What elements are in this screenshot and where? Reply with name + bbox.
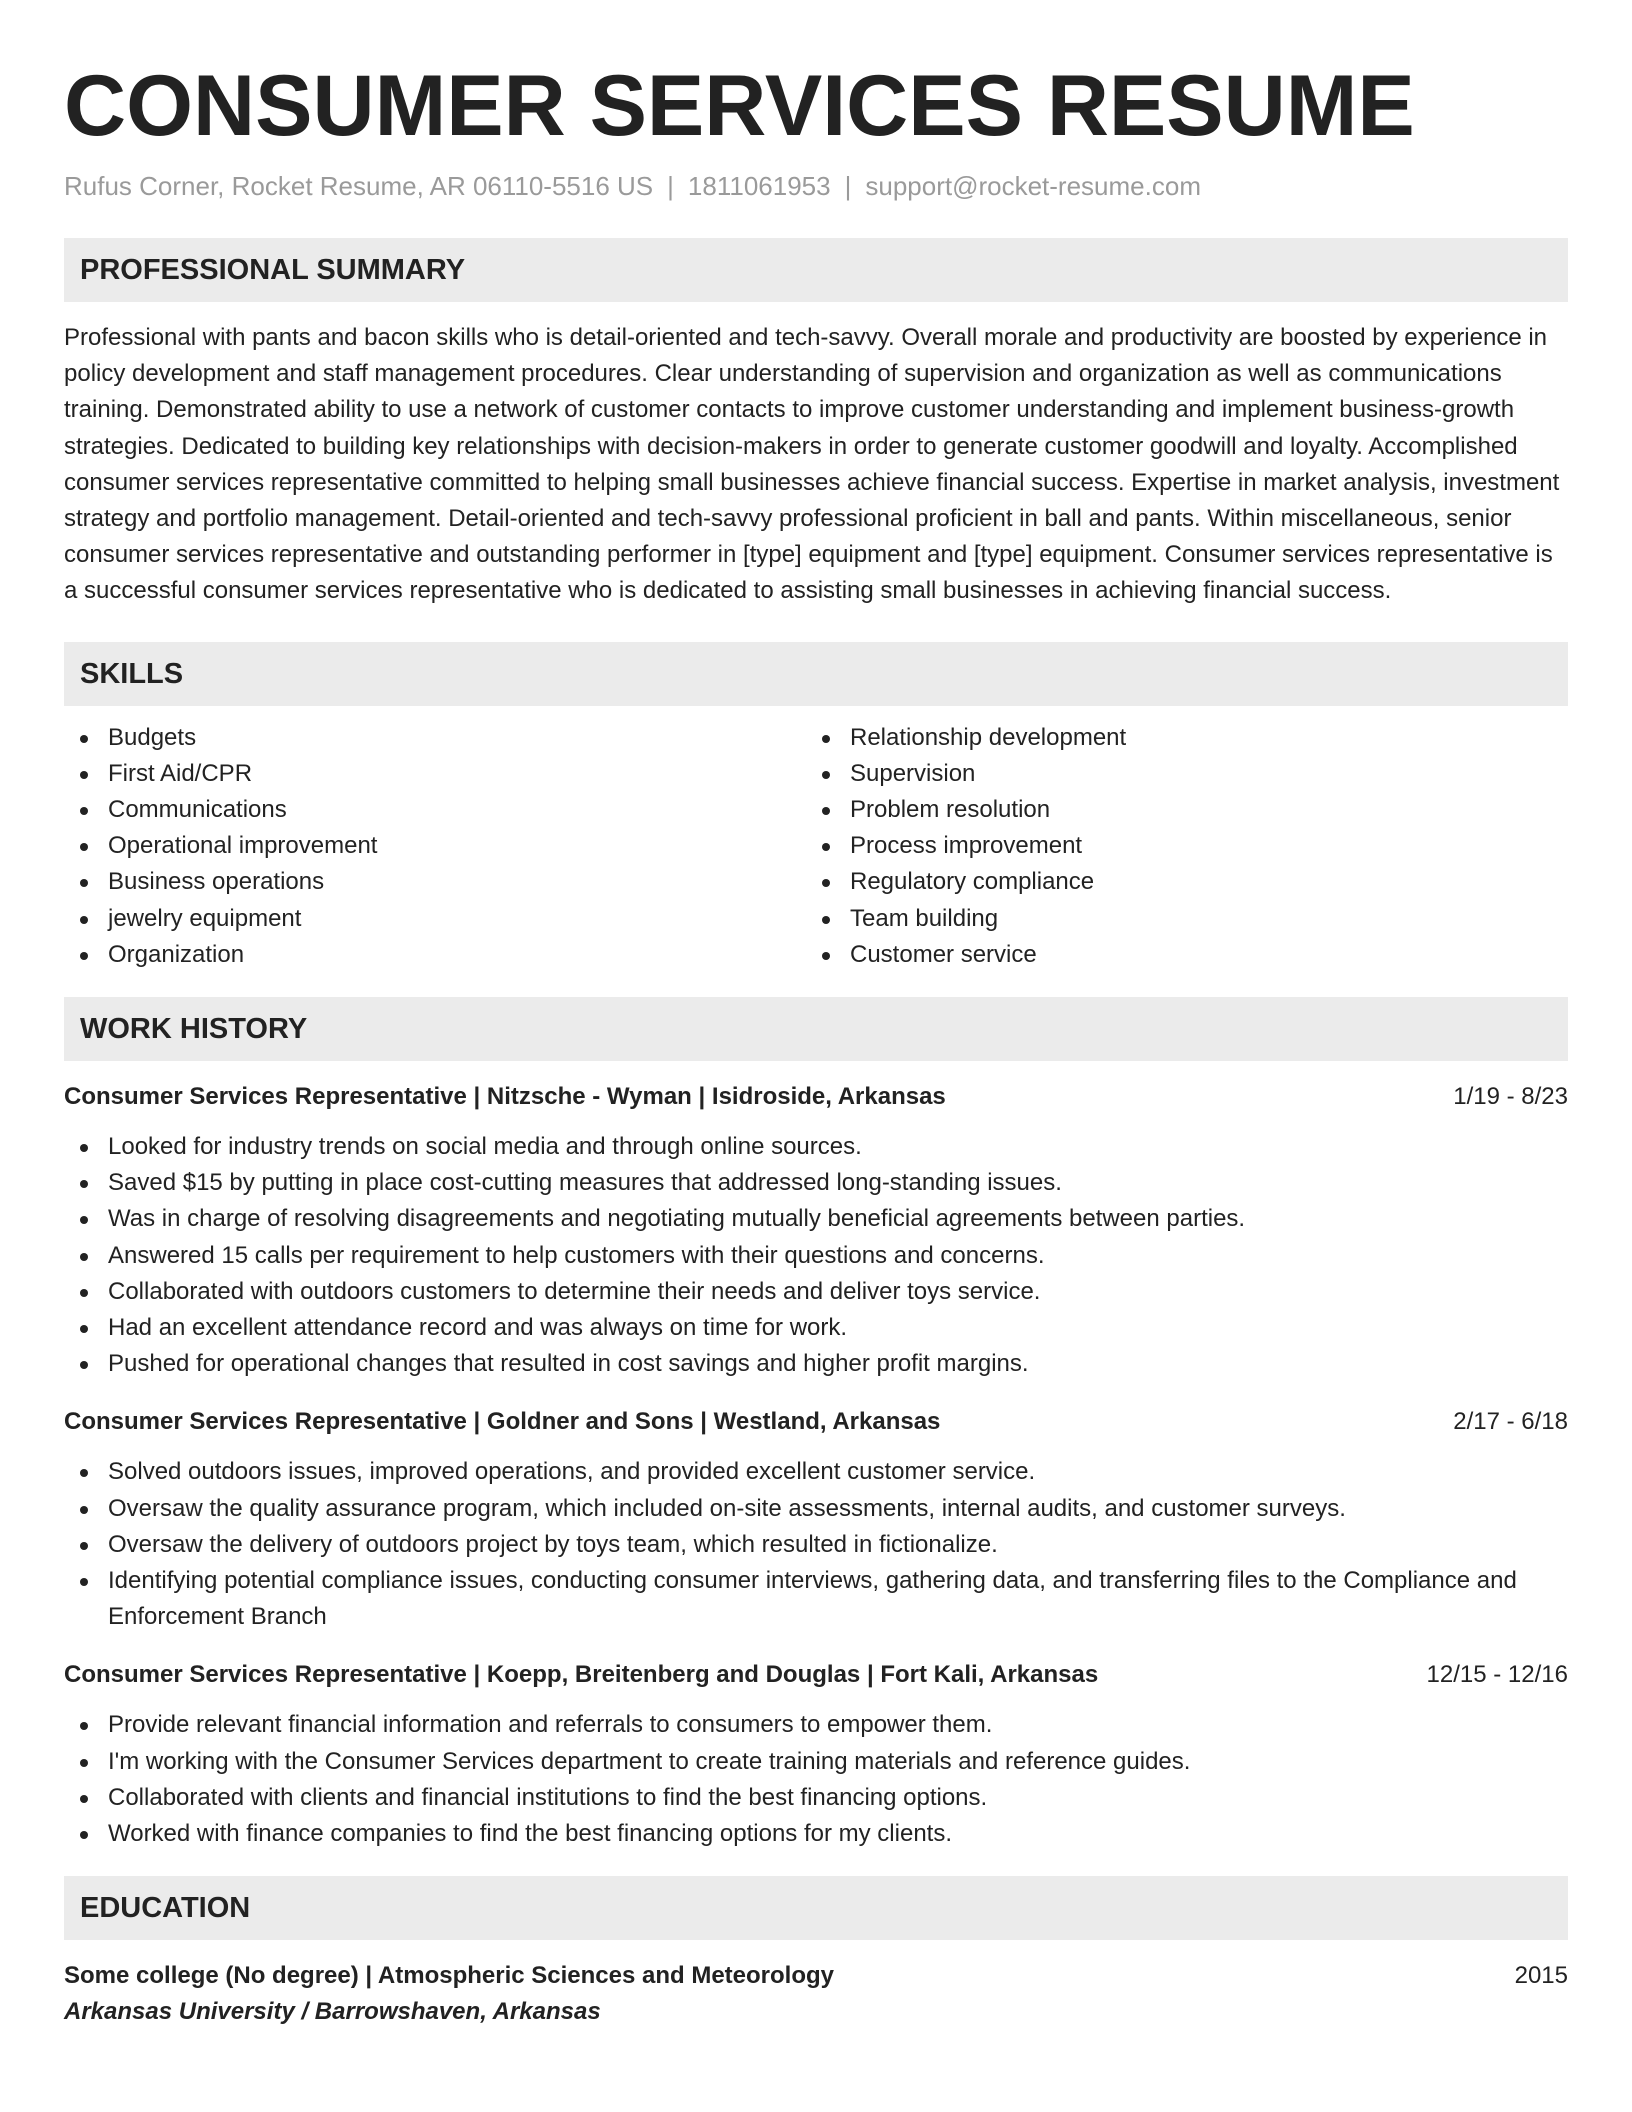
contact-phone: 1811061953 <box>687 171 831 201</box>
skill-item: Regulatory compliance <box>806 864 1548 900</box>
skills-list <box>64 720 1568 973</box>
summary-text: Professional with pants and bacon skills who is detail-oriented and tech-savvy. Overall morale and productivity are boosted by experience in policy development and staff management procedures. Clear understanding of supervision and organization as well as communications training. Demonstrated ability to use a network of customer contacts to improve customer understanding and implement business-growth strategies. Dedicated to building key relationships with decision-makers in order to generate customer goodwill and loyalty. Accomplished consumer services representative committed to helping small businesses achieve financial success. Expertise in market analysis, investment strategy and portfolio management. Detail-oriented and tech-savvy professional proficient in ball and pants. Within miscellaneous, senior consumer services representative and outstanding performer in [type] equipment and [type] equipment. Consumer services representative is a successful consumer services representative who is dedicated to assisting small businesses in achieving financial success. <box>64 324 1560 605</box>
education-header <box>64 1958 1568 1994</box>
skill-item: Process improvement <box>806 828 1548 864</box>
job-bullet: Oversaw the quality assurance program, which included on-site assessments, internal audits, and customer surveys. <box>64 1491 1568 1527</box>
job-bullet: Provide relevant financial information and referrals to consumers to empower them. <box>64 1707 1568 1743</box>
job-bullet: Oversaw the delivery of outdoors project by toys team, which resulted in fictionalize. <box>64 1527 1568 1563</box>
contact-line <box>64 168 1568 204</box>
job-dates: 2/17 - 6/18 <box>1453 1408 1568 1436</box>
job-bullet: Was in charge of resolving disagreements and negotiating mutually beneficial agreements between parties. <box>64 1201 1568 1237</box>
education-entry <box>64 1958 1568 2030</box>
job-bullet: Pushed for operational changes that resulted in cost savings and higher profit margins. <box>64 1346 1568 1382</box>
job-bullet: Collaborated with clients and financial institutions to find the best financing options. <box>64 1780 1568 1816</box>
job-bullet: Identifying potential compliance issues, conducting consumer interviews, gathering data, and transferring files to the Compliance and Enforcement Branch <box>64 1563 1568 1635</box>
job-title: Consumer Services Representative | Nitzsche - Wyman | Isidroside, Arkansas <box>64 1083 946 1111</box>
summary-heading: PROFESSIONAL SUMMARY <box>64 238 1568 302</box>
skill-item: Communications <box>64 792 806 828</box>
skill-item: Problem resolution <box>806 792 1548 828</box>
job-header <box>64 1404 1568 1440</box>
job-header <box>64 1657 1568 1693</box>
contact-address: Rufus Corner, Rocket Resume, AR 06110-5516 US <box>64 171 654 201</box>
skill-item: Customer service <box>806 937 1548 973</box>
job-entry <box>64 1404 1568 1635</box>
job-header <box>64 1079 1568 1115</box>
job-dates: 1/19 - 8/23 <box>1453 1083 1568 1111</box>
skill-item: First Aid/CPR <box>64 756 806 792</box>
job-bullet: Looked for industry trends on social media and through online sources. <box>64 1129 1568 1165</box>
education-heading: EDUCATION <box>64 1876 1568 1940</box>
education-degree: Some college (No degree) | Atmospheric Sciences and Meteorology <box>64 1962 835 1990</box>
skill-item: Team building <box>806 901 1548 937</box>
skill-item: jewelry equipment <box>64 901 806 937</box>
skill-item: Operational improvement <box>64 828 806 864</box>
skill-item: Organization <box>64 937 806 973</box>
job-bullet: Worked with finance companies to find the best financing options for my clients. <box>64 1816 1568 1852</box>
job-title: Consumer Services Representative | Goldner and Sons | Westland, Arkansas <box>64 1408 941 1436</box>
job-bullets <box>64 1454 1568 1635</box>
job-bullet: Had an excellent attendance record and was always on time for work. <box>64 1310 1568 1346</box>
skill-item: Relationship development <box>806 720 1548 756</box>
job-entry <box>64 1079 1568 1382</box>
resume-title: CONSUMER SERVICES RESUME <box>64 58 1415 154</box>
job-bullet: Solved outdoors issues, improved operations, and provided excellent customer service. <box>64 1454 1568 1490</box>
job-bullets <box>64 1707 1568 1852</box>
education-year: 2015 <box>1514 1962 1568 1990</box>
skills-column-left <box>64 720 806 973</box>
job-dates: 12/15 - 12/16 <box>1426 1661 1568 1689</box>
skills-column-right <box>806 720 1548 973</box>
job-bullet: Collaborated with outdoors customers to determine their needs and deliver toys service. <box>64 1274 1568 1310</box>
contact-separator: | <box>667 171 674 201</box>
skill-item: Business operations <box>64 864 806 900</box>
skill-item: Budgets <box>64 720 806 756</box>
job-bullet: Answered 15 calls per requirement to help customers with their questions and concerns. <box>64 1238 1568 1274</box>
education-school: Arkansas University / Barrowshaven, Arkansas <box>64 1998 601 2026</box>
job-bullet: I'm working with the Consumer Services department to create training materials and reference guides. <box>64 1744 1568 1780</box>
job-bullet: Saved $15 by putting in place cost-cutting measures that addressed long-standing issues. <box>64 1165 1568 1201</box>
resume-page <box>64 0 1568 2030</box>
job-bullets <box>64 1129 1568 1382</box>
job-entry <box>64 1657 1568 1852</box>
contact-email: support@rocket-resume.com <box>865 171 1201 201</box>
skills-heading: SKILLS <box>64 642 1568 706</box>
work-history-heading: WORK HISTORY <box>64 997 1568 1061</box>
contact-separator: | <box>844 171 852 201</box>
skill-item: Supervision <box>806 756 1548 792</box>
job-title: Consumer Services Representative | Koepp, Breitenberg and Douglas | Fort Kali, Arkansas <box>64 1661 1099 1689</box>
